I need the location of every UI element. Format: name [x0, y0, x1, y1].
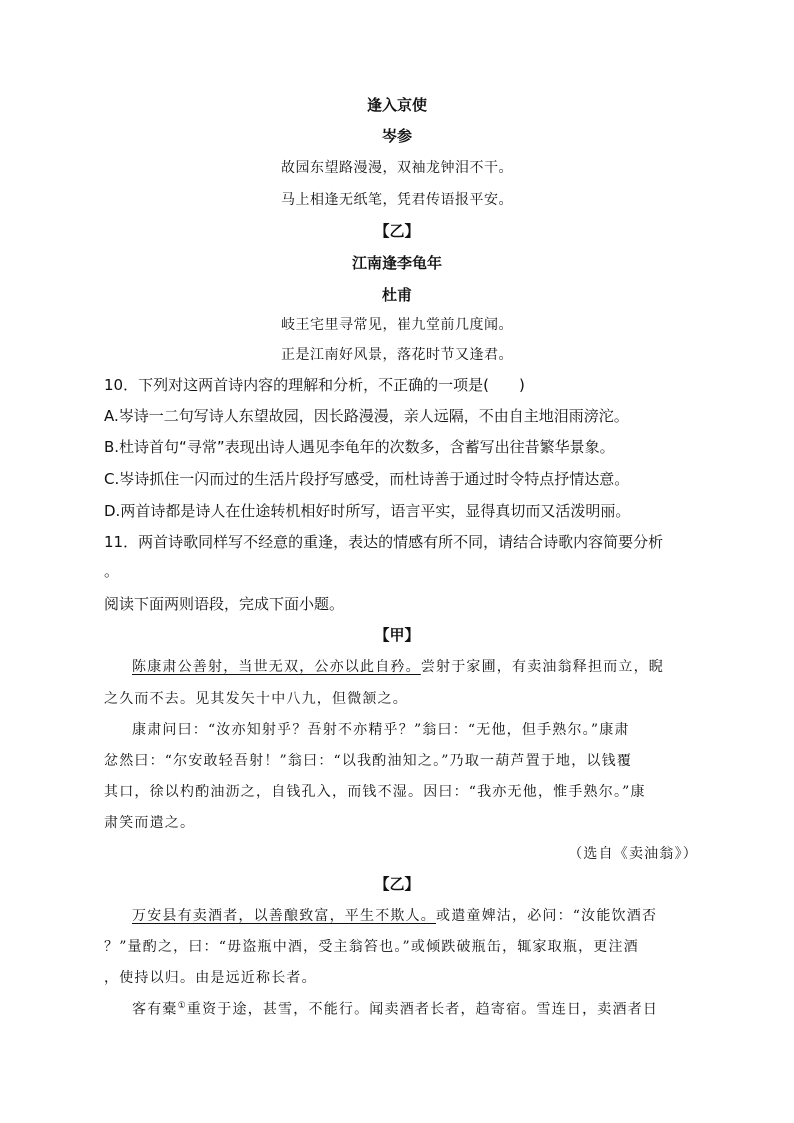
question-10-option-b: B.杜诗首句“寻常”表现出诗人遇见李龟年的次数多，含蓄写出往昔繁华景象。 [104, 438, 615, 456]
passage1-para2-line3: 其口，徐以杓酌油沥之，自钱孔入，而钱不湿。因曰：“我亦无他，惟手熟尔。”康 [104, 784, 646, 800]
poem2-title: 江南逢李龟年 [351, 254, 442, 272]
passage1-para2-line4: 肃笑而遣之。 [104, 815, 196, 831]
passage2-para1-line2: ？”量酌之，曰：“毋盗瓶中酒，受主翁笞也。”或倾跌破瓶缶，辄家取瓶，更注酒 [104, 939, 639, 955]
poem2-author: 杜甫 [381, 286, 412, 304]
passage2-para1-line3: ，使持以归。由是远近称长者。 [104, 970, 317, 986]
poem2-line-2: 正是江南好风景，落花时节又逢君。 [281, 347, 513, 363]
footnote-marker: ① [177, 1001, 187, 1011]
passage1-para1-rest: 尝射于家圃，有卖油翁释担而立，睨 [420, 659, 665, 675]
passage1-source: （选自《卖油翁》） [568, 846, 698, 862]
passage2-para1-rest: 或遣童婢沽，必问：“汝能饮酒否 [436, 908, 658, 924]
passage1-para1-line1 [132, 660, 664, 674]
passage2-marker: 【乙】 [374, 875, 420, 893]
passage1-underlined-sentence: 陈康肃公善射，当世无双，公亦以此自矜。 [132, 659, 421, 675]
poem2-marker: 【乙】 [374, 222, 420, 240]
passage1-para2-line2: 忿然曰：“尔安敢轻吾射！”翁曰：“以我酌油知之。”乃取一葫芦置于地，以钱覆 [104, 753, 633, 769]
passage1-para2-line1: 康肃问曰：“汝亦知射乎？吾射不亦精乎？”翁曰：“无他，但手熟尔。”康肃 [132, 722, 630, 738]
question-10-option-a: A.岑诗一二句写诗人东望故园，因长路漫漫，亲人远隔，不由自主地泪雨滂沱。 [104, 407, 629, 425]
question-10-option-d: D.两首诗都是诗人在仕途转机相好时所写，语言平实，显得真切而又活泼明丽。 [104, 502, 631, 520]
question-11-line-1: 11．两首诗歌同样写不经意的重逢，表达的情感有所不同，请结合诗歌内容简要分析 [104, 533, 664, 551]
passage2-underlined-sentence: 万安县有卖酒者，以善酿致富，平生不欺人。 [132, 908, 436, 924]
passage1-marker: 【甲】 [374, 626, 420, 644]
reading-instruction: 阅读下面两则语段，完成下面小题。 [104, 595, 345, 613]
poem2-line-1: 岐王宅里寻常见，崔九堂前几度闻。 [281, 317, 513, 333]
passage2-para2-start: 客有橐 [132, 1001, 178, 1018]
question-11-line-2: 。 [104, 562, 120, 580]
passage2-para1-line1 [132, 909, 657, 923]
poem1-line-1: 故园东望路漫漫，双袖龙钟泪不干。 [281, 160, 513, 176]
passage2-para2-rest: 重资于途，甚雪，不能行。闻卖酒者长者，趋寄宿。雪连日，卖酒者日 [186, 1001, 659, 1018]
question-10-option-c: C.岑诗抓住一闪而过的生活片段抒写感受，而杜诗善于通过时令特点抒情达意。 [104, 470, 630, 488]
question-10-stem: 10．下列对这两首诗内容的理解和分析，不正确的一项是( ) [104, 376, 525, 394]
poem1-title: 逢入京使 [366, 96, 427, 114]
poem1-line-2: 马上相逢无纸笔，凭君传语报平安。 [281, 192, 513, 208]
passage2-para2-line1 [132, 1002, 658, 1017]
poem1-author: 岑参 [381, 127, 412, 145]
passage1-para1-line2: 之久而不去。见其发矢十中八九，但微颔之。 [104, 691, 408, 707]
